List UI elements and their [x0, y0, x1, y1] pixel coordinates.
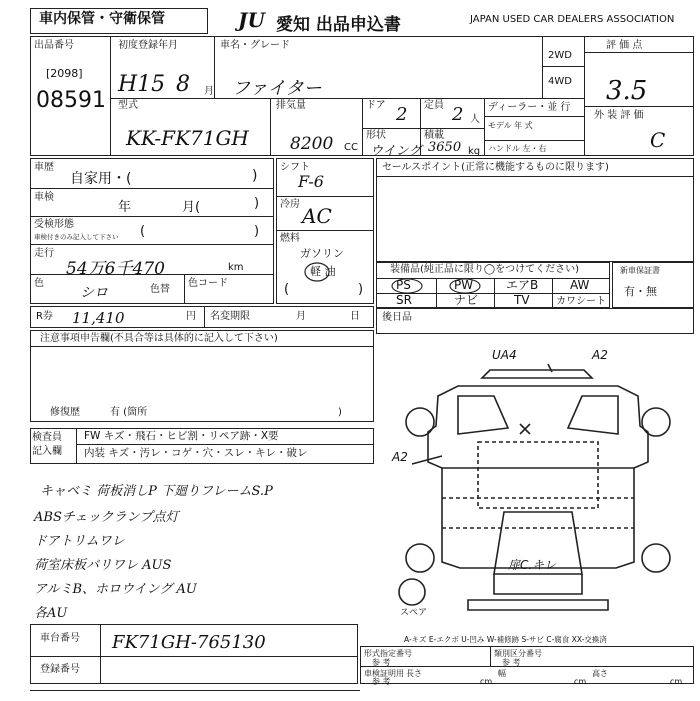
height-label: 高さ: [592, 669, 608, 678]
name-value: ファイター: [232, 78, 322, 99]
inspection-month: 月(: [182, 200, 201, 215]
inspector-label-1: 検査員: [32, 432, 62, 443]
repair-value: 有 (箇所: [110, 407, 148, 418]
shift-label: シフト: [280, 162, 310, 173]
shape-value: ウイング: [370, 144, 422, 159]
first-reg-year: H15: [118, 72, 166, 97]
note-line: 荷室床板バリワレ AUS: [34, 558, 172, 573]
sales-point-box: [376, 158, 694, 262]
model-year-label: モデル 年 式: [488, 121, 533, 130]
model-value: KK-FK71GH: [126, 126, 249, 150]
form-label: 形式指定番号: [364, 649, 412, 658]
warranty-value: 有・無: [624, 285, 657, 298]
color-change: 色替: [150, 284, 170, 295]
load-unit: kg: [468, 146, 481, 157]
class-label: 類別区分番号: [494, 649, 542, 658]
spare-label: スペア: [400, 608, 428, 618]
disp-value: 8200: [290, 134, 334, 154]
receive-sub: 車検付きのみ記入して下さい: [34, 233, 119, 241]
receive-close: ): [254, 224, 260, 239]
transfer-month: 月: [296, 311, 306, 322]
recycle-label: R券: [36, 311, 53, 322]
equip-leather: カワシート: [556, 296, 606, 307]
fuel-diesel: 軽 油: [310, 265, 336, 278]
score-value: 3.5: [606, 76, 648, 106]
damage-legend: A-キズ E-エクボ U-凹み W-補修跡 S-サビ C-腐食 XX-交換済: [404, 635, 607, 644]
color-code-label: 色コード: [188, 278, 228, 289]
repair-close: ): [338, 407, 342, 418]
notes-label: 注意事項申告欄(不具合等は具体的に記入して下さい): [40, 333, 278, 344]
vehicle-damage-diagram: [398, 348, 688, 618]
note-line: ABSチェックランプ点灯: [34, 510, 179, 525]
shift-value: F-6: [298, 172, 324, 191]
receive-paren: (: [140, 224, 146, 239]
inspector-label-2: 記入欄: [32, 446, 62, 457]
note-line: キャベミ 荷板消しP 下廻りフレームS.P: [40, 484, 273, 499]
org-english: JAPAN USED CAR DEALERS ASSOCIATION: [470, 14, 675, 25]
reg-label: 登録番号: [40, 664, 80, 675]
fuel-label: 燃料: [280, 233, 300, 244]
equip-sr: SR: [396, 293, 412, 307]
form-sub: 参 考: [372, 658, 391, 667]
after-label: 後日品: [382, 312, 412, 323]
ac-value: AC: [302, 204, 332, 228]
inspection-close: ): [254, 196, 260, 211]
disp-unit: CC: [344, 142, 358, 153]
recycle-value: 11,410: [72, 309, 125, 327]
inspection-label: 車検: [34, 192, 54, 203]
lot-label: 出品番号: [34, 40, 74, 51]
equip-pw: PW: [454, 278, 474, 292]
history-value: 自家用・(: [70, 171, 132, 187]
class-sub: 参 考: [502, 658, 521, 667]
history-close: ): [252, 168, 258, 184]
history-box: [30, 158, 274, 304]
drive-2wd: 2WD: [548, 50, 572, 61]
repair-label: 修復歴: [50, 407, 80, 418]
cap-label: 定員: [424, 100, 444, 111]
mileage-label: 走行: [34, 248, 54, 259]
transfer-label: 名変期限: [210, 311, 250, 322]
first-reg-label: 初度登録年月: [118, 40, 178, 51]
first-reg-month: 8: [176, 72, 190, 97]
cap-unit: 人: [470, 114, 480, 125]
width-label: 幅: [498, 669, 506, 678]
drive-4wd: 4WD: [548, 76, 572, 87]
note-line: 各AU: [34, 606, 68, 621]
doors-value: 2: [396, 104, 408, 125]
inspection-year: 年: [118, 200, 132, 215]
storage-note: 車内保管・守衛保管: [39, 11, 165, 27]
ac-label: 冷房: [280, 199, 300, 210]
warranty-label: 新車保証書: [620, 266, 660, 275]
equip-ps: PS: [396, 278, 411, 292]
storage-note-box: [30, 8, 208, 34]
height-cm: cm: [670, 677, 683, 686]
ps-circle-mark: [390, 278, 426, 296]
cert-label: 車検証明用: [364, 669, 404, 678]
cap-value: 2: [452, 104, 464, 125]
equip-airbag: エアB: [506, 278, 539, 292]
chassis-value: FK71GH-765130: [112, 632, 266, 653]
equip-navi: ナビ: [454, 293, 479, 307]
receive-label: 受検形態: [34, 219, 74, 230]
disp-label: 排気量: [276, 100, 306, 111]
fuel-paren-close: ): [358, 282, 364, 297]
history-label: 車歴: [34, 162, 54, 173]
damage-mark-floor: 扉C.キレ: [508, 558, 557, 572]
equip-aw: AW: [570, 278, 590, 292]
mileage-unit: km: [228, 262, 244, 273]
mileage-value: 54万6千470: [66, 259, 165, 279]
ju-logo: JU: [238, 8, 265, 32]
org-title: 愛知 出品申込書: [276, 15, 401, 35]
note-line: ドアトリムワレ: [34, 534, 125, 549]
length-label: 長さ: [406, 669, 422, 678]
fuel-gas: ガソリン: [300, 247, 344, 260]
month-unit: 月: [204, 86, 214, 97]
exterior-label: 外 装 評 価: [594, 110, 644, 121]
cert-sub: 参 考: [372, 677, 391, 686]
recycle-unit: 円: [186, 311, 196, 322]
name-label: 車名・グレード: [220, 40, 290, 51]
equipment-label: 装備品(純正品に限り◯をつけてください): [390, 264, 579, 275]
damage-mark-ua4: UA4: [492, 348, 517, 362]
lot-number: 08591: [36, 88, 106, 113]
length-cm: cm: [480, 677, 493, 686]
lot-sub: [2098]: [46, 67, 83, 80]
handle-label: ハンドル 左・右: [488, 144, 547, 153]
dealer-label: ディーラー・並 行: [488, 102, 571, 113]
color-value: シロ: [80, 285, 108, 301]
inspector-row-1: FW キズ・飛石・ヒビ割・リペア跡・X要: [84, 430, 279, 442]
load-label: 積載: [424, 130, 444, 141]
damage-mark-a2-left: A2: [392, 450, 408, 464]
note-line: アルミB、ホロウイング AU: [34, 582, 197, 597]
load-value: 3650: [428, 140, 462, 155]
fuel-paren-open: (: [284, 282, 290, 297]
damage-mark-a2-top: A2: [592, 348, 608, 362]
color-label: 色: [34, 278, 44, 289]
bottom-strip: [30, 690, 360, 701]
score-label: 評 価 点: [606, 40, 643, 51]
sales-point-label: セールスポイント(正常に機能するものに限ります): [382, 162, 609, 173]
model-label: 型式: [118, 100, 138, 111]
chassis-label: 車台番号: [40, 633, 80, 644]
fuel-circle-mark: [303, 262, 333, 284]
after-box: [376, 308, 694, 334]
exterior-value: C: [650, 128, 666, 152]
doors-label: ドア: [366, 100, 386, 111]
pw-circle-mark: [448, 278, 484, 296]
equip-tv: TV: [514, 293, 530, 307]
shape-label: 形状: [366, 130, 386, 141]
width-cm: cm: [574, 677, 587, 686]
inspector-row-2: 内装 キズ・汚レ・コゲ・穴・スレ・キレ・破レ: [84, 447, 308, 459]
transfer-day: 日: [350, 311, 360, 322]
